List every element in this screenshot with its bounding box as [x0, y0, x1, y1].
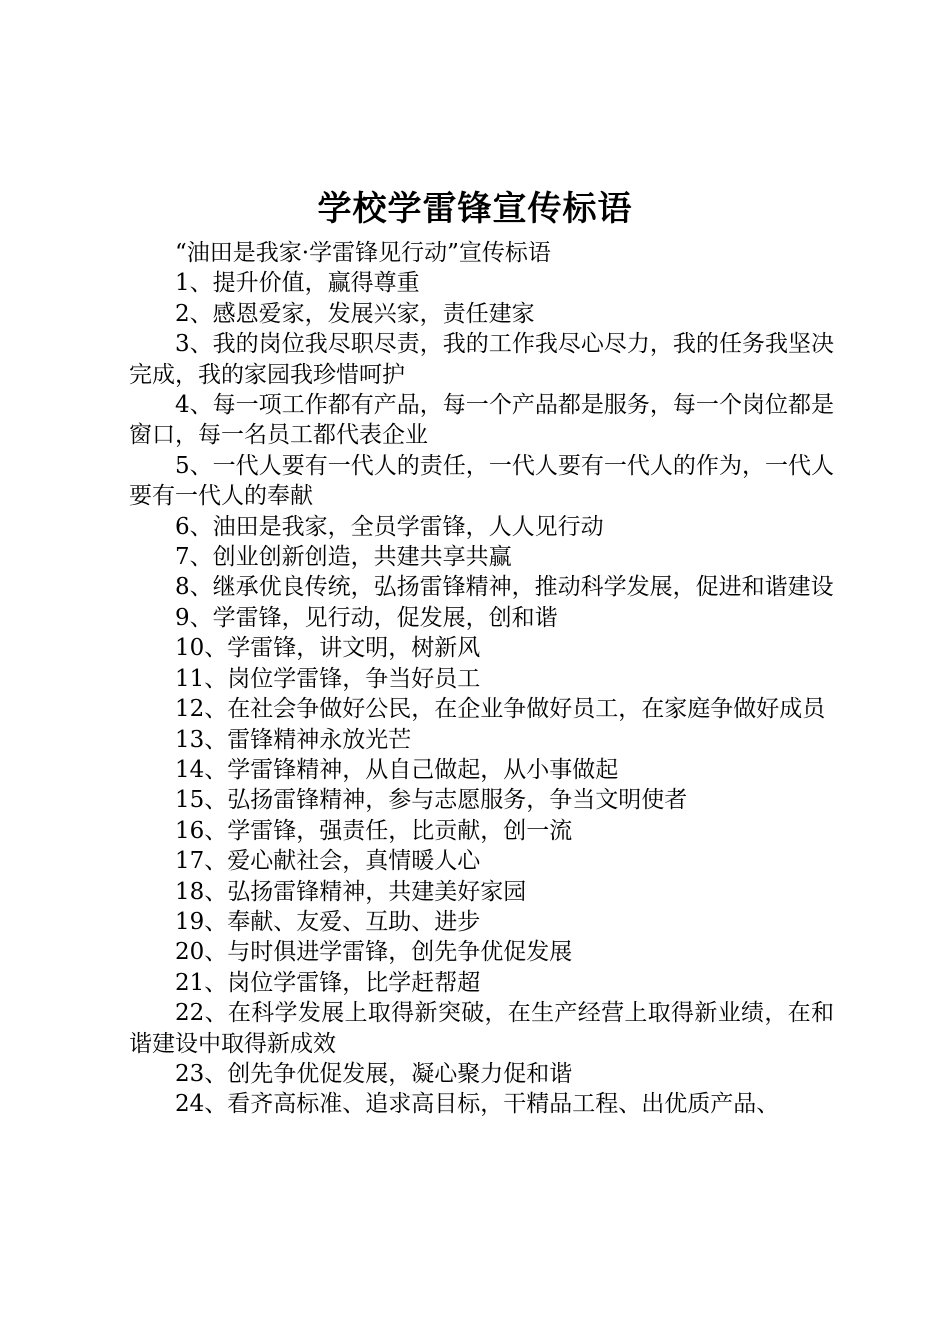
paragraph-slogan-1: 1、提升价值，赢得尊重	[175, 270, 420, 297]
paragraph-slogan-7: 7、创业创新创造，共建共享共赢	[175, 544, 512, 571]
paragraph-slogan-24: 24、看齐高标准、追求高目标，干精品工程、出优质产品、	[175, 1091, 780, 1118]
paragraph-slogan-8: 8、继承优良传统，弘扬雷锋精神，推动科学发展，促进和谐建设	[175, 574, 834, 601]
paragraph-slogan-10: 10、学雷锋，讲文明，树新风	[175, 635, 481, 662]
paragraph-slogan-3: 3、我的岗位我尽职尽责，我的工作我尽心尽力，我的任务我坚决完成，我的家园我珍惜呵护	[129, 331, 834, 388]
paragraph-slogan-4: 4、每一项工作都有产品，每一个产品都是服务，每一个岗位都是窗口，每一名员工都代表企业	[129, 392, 834, 449]
paragraph-slogan-6: 6、油田是我家，全员学雷锋，人人见行动	[175, 513, 604, 540]
paragraph-slogan-11: 11、岗位学雷锋，争当好员工	[175, 665, 481, 692]
paragraph-slogan-19: 19、奉献、友爱、互助、进步	[175, 908, 481, 935]
paragraph-slogan-18: 18、弘扬雷锋精神，共建美好家园	[175, 878, 527, 905]
paragraph-slogan-21: 21、岗位学雷锋，比学赶帮超	[175, 969, 481, 996]
paragraph-slogan-14: 14、学雷锋精神，从自己做起，从小事做起	[175, 756, 619, 783]
paragraph-slogan-2: 2、感恩爱家，发展兴家，责任建家	[175, 300, 535, 327]
document-title: 学校学雷锋宣传标语	[317, 189, 633, 229]
paragraph-slogan-22: 22、在科学发展上取得新突破，在生产经营上取得新业绩，在和谐建设中取得新成效	[129, 1000, 834, 1057]
paragraph-slogan-15: 15、弘扬雷锋精神，参与志愿服务，争当文明使者	[175, 787, 688, 814]
paragraph-slogan-23: 23、创先争优促发展，凝心聚力促和谐	[175, 1060, 573, 1087]
paragraph-slogan-13: 13、雷锋精神永放光芒	[175, 726, 412, 753]
paragraph-slogan-9: 9、学雷锋，见行动，促发展，创和谐	[175, 604, 558, 631]
paragraph-slogan-17: 17、爱心献社会，真情暖人心	[175, 848, 481, 875]
paragraph-slogan-20: 20、与时俱进学雷锋，创先争优促发展	[175, 939, 573, 966]
paragraph-slogan-5: 5、一代人要有一代人的责任，一代人要有一代人的作为，一代人要有一代人的奉献	[129, 452, 834, 510]
paragraph-slogan-16: 16、学雷锋，强责任，比贡献，创一流	[175, 817, 573, 844]
paragraph-slogan-12: 12、在社会争做好公民，在企业争做好员工，在家庭争做好成员	[175, 696, 826, 723]
document-body	[129, 238, 834, 1120]
paragraph-subtitle: “油田是我家·学雷锋见行动”宣传标语	[175, 240, 551, 266]
